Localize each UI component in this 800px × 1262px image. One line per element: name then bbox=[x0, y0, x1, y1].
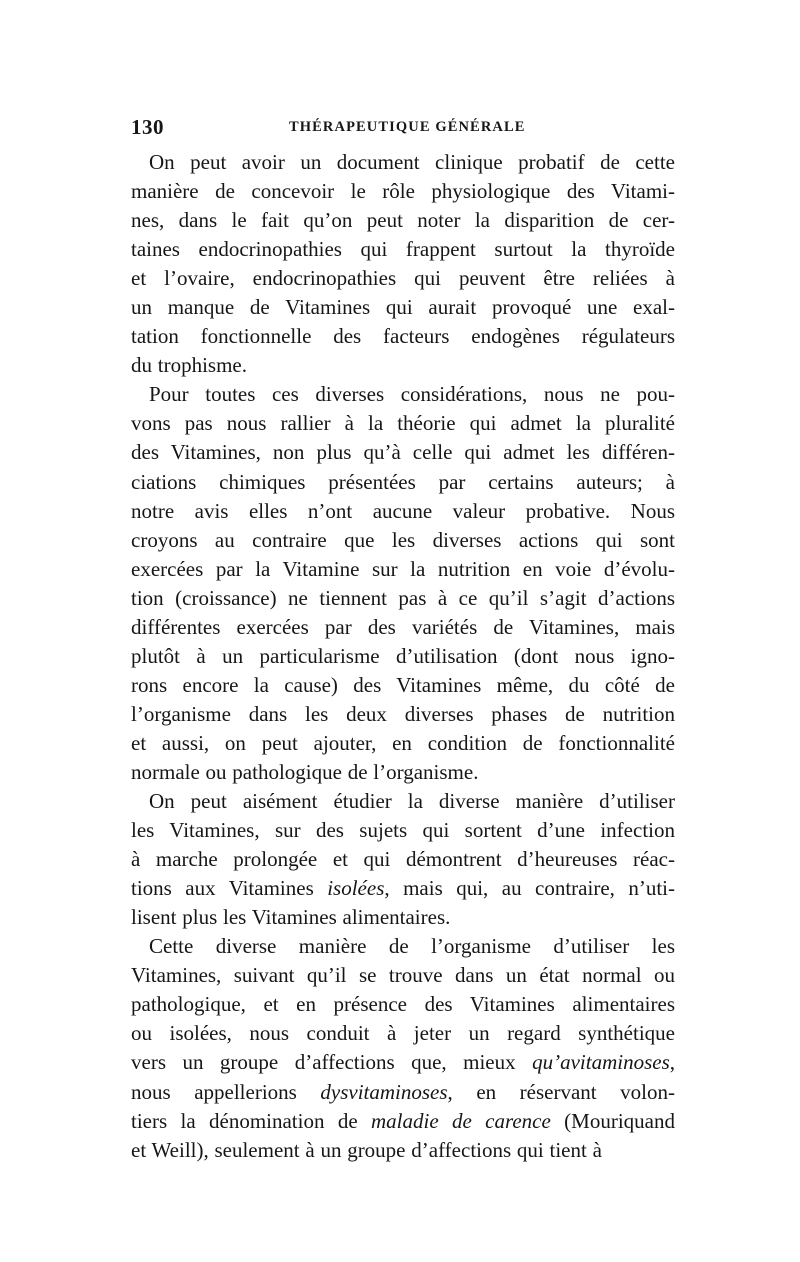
text-line bbox=[131, 903, 675, 932]
text-segment: , mais qui, au contraire, n’uti- bbox=[384, 876, 676, 901]
text-segment: les Vitamines, sur des sujets qui sortent d’une infection bbox=[131, 818, 675, 843]
text-line bbox=[131, 177, 675, 206]
body-text bbox=[131, 148, 675, 1165]
text-line bbox=[131, 235, 675, 264]
text-segment: On peut avoir un document clinique probatif de cette bbox=[149, 150, 675, 174]
text-segment: vers un groupe d’affections que, mieux bbox=[131, 1050, 533, 1075]
italic-segment: dysvitaminoses bbox=[320, 1079, 448, 1104]
text-line bbox=[131, 671, 675, 700]
text-segment: tion (croissance) ne tiennent pas à ce qu’il s’agit d’actions bbox=[131, 585, 675, 610]
text-segment: et Weill), seulement à un groupe d’affections qui tient à bbox=[131, 1137, 602, 1162]
text-line bbox=[131, 816, 675, 845]
text-segment: plutôt à un particularisme d’utilisation (dont nous igno- bbox=[131, 643, 675, 668]
text-line bbox=[131, 380, 675, 409]
text-segment: notre avis elles n’ont aucune valeur probative. Nous bbox=[131, 498, 675, 523]
italic-segment: maladie de carence bbox=[370, 1108, 551, 1133]
page-number: 130 bbox=[131, 115, 164, 139]
text-line bbox=[131, 584, 675, 613]
text-line bbox=[131, 729, 675, 758]
text-segment: ou isolées, nous conduit à jeter un regard synthétique bbox=[131, 1021, 675, 1046]
text-segment: (Mouriquand bbox=[550, 1108, 675, 1133]
text-line bbox=[131, 642, 675, 671]
text-segment: , en réservant volon- bbox=[447, 1079, 675, 1104]
text-line bbox=[131, 1078, 675, 1107]
text-segment: nes, dans le fait qu’on peut noter la disparition de cer- bbox=[131, 208, 675, 233]
text-segment: rons encore la cause) des Vitamines même, du côté de bbox=[131, 672, 675, 697]
text-segment: exercées par la Vitamine sur la nutrition en voie d’évolu- bbox=[131, 556, 675, 581]
text-line bbox=[131, 758, 675, 787]
text-segment: lisent plus les Vitamines alimentaires. bbox=[131, 905, 451, 930]
text-line bbox=[131, 206, 675, 235]
text-line bbox=[131, 932, 675, 961]
text-segment: et l’ovaire, endocrinopathies qui peuvent être reliées à bbox=[131, 266, 675, 291]
text-segment: tiers la dénomination de bbox=[131, 1108, 371, 1133]
text-line bbox=[131, 148, 675, 177]
text-segment: un manque de Vitamines qui aurait provoqué une exal- bbox=[131, 295, 675, 320]
text-segment: l’organisme dans les deux diverses phases de nutrition bbox=[131, 701, 675, 726]
text-line bbox=[131, 555, 675, 584]
text-segment: On peut aisément étudier la diverse manière d’utiliser bbox=[149, 789, 675, 814]
text-line bbox=[131, 322, 675, 351]
text-segment: vons pas nous rallier à la théorie qui admet la pluralité bbox=[131, 411, 675, 436]
text-segment: pathologique, et en présence des Vitamines alimentaires bbox=[131, 992, 675, 1017]
italic-segment: isolées bbox=[327, 876, 385, 901]
text-line bbox=[131, 961, 675, 990]
text-line bbox=[131, 1048, 675, 1077]
text-line bbox=[131, 497, 675, 526]
text-line bbox=[131, 409, 675, 438]
text-segment: tation fonctionnelle des facteurs endogènes régulateurs bbox=[131, 324, 675, 349]
text-line bbox=[131, 1136, 675, 1165]
text-line bbox=[131, 526, 675, 555]
text-line bbox=[131, 613, 675, 642]
text-line bbox=[131, 1019, 675, 1048]
text-line bbox=[131, 990, 675, 1019]
text-line bbox=[131, 468, 675, 497]
italic-segment: qu’avitaminoses bbox=[532, 1050, 670, 1075]
page-header bbox=[131, 115, 675, 139]
text-line bbox=[131, 438, 675, 467]
text-line bbox=[131, 351, 675, 380]
text-segment: des Vitamines, non plus qu’à celle qui admet les différen- bbox=[131, 440, 675, 465]
text-segment: Vitamines, suivant qu’il se trouve dans un état normal ou bbox=[131, 963, 675, 988]
text-segment: et aussi, on peut ajouter, en condition de fonctionnalité bbox=[131, 730, 675, 755]
text-segment: nous appellerions bbox=[131, 1079, 321, 1104]
running-head: THÉRAPEUTIQUE GÉNÉRALE bbox=[289, 119, 526, 135]
text-segment: ciations chimiques présentées par certains auteurs; à bbox=[131, 469, 675, 494]
text-line bbox=[131, 1107, 675, 1136]
text-segment: normale ou pathologique de l’organisme. bbox=[131, 759, 479, 784]
text-segment: Pour toutes ces diverses considérations, nous ne pou- bbox=[149, 382, 675, 407]
text-segment: croyons au contraire que les diverses actions qui sont bbox=[131, 527, 675, 552]
text-segment: à marche prolongée et qui démontrent d’heureuses réac- bbox=[131, 847, 675, 872]
text-line bbox=[131, 787, 675, 816]
text-segment: , bbox=[669, 1050, 675, 1075]
text-segment: tions aux Vitamines bbox=[131, 876, 328, 901]
text-segment: manière de concevoir le rôle physiologique des Vitami- bbox=[131, 179, 675, 204]
text-segment: Cette diverse manière de l’organisme d’utiliser les bbox=[149, 934, 675, 959]
text-line bbox=[131, 874, 675, 903]
text-line bbox=[131, 845, 675, 874]
text-segment: différentes exercées par des variétés de Vitamines, mais bbox=[131, 614, 675, 639]
text-line bbox=[131, 293, 675, 322]
text-segment: taines endocrinopathies qui frappent surtout la thyroïde bbox=[131, 237, 675, 262]
text-line bbox=[131, 264, 675, 293]
text-line bbox=[131, 700, 675, 729]
text-segment: du trophisme. bbox=[131, 353, 247, 378]
